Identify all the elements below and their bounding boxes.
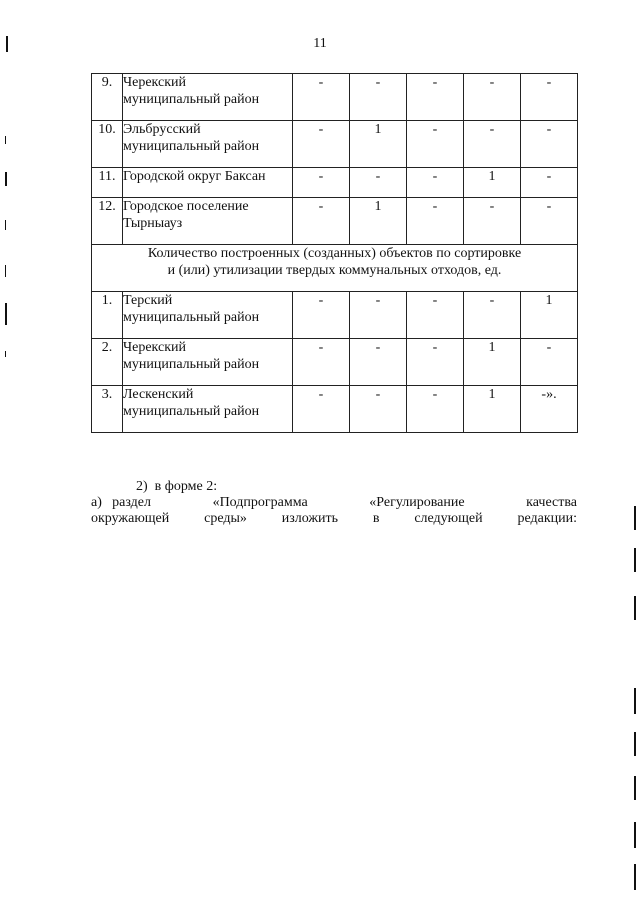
scan-mark xyxy=(5,351,6,357)
value-cell: - xyxy=(407,121,464,168)
district-name-line: Тырныауз xyxy=(123,216,183,231)
table-row xyxy=(92,198,578,245)
value-cell: - xyxy=(293,74,350,121)
scan-mark xyxy=(634,596,636,620)
row-number: 11. xyxy=(92,168,123,198)
value-cell: - xyxy=(350,386,407,433)
value-cell: - xyxy=(350,292,407,339)
scan-mark xyxy=(634,822,636,848)
value-cell: - xyxy=(293,339,350,386)
table-row xyxy=(92,121,578,168)
value-cell: - xyxy=(464,292,521,339)
district-name-line: Городской округ Баксан xyxy=(123,169,266,184)
value-cell: - xyxy=(521,74,578,121)
scan-mark xyxy=(634,688,636,714)
value-cell: - xyxy=(350,74,407,121)
district-name-line: Терский xyxy=(123,293,173,308)
value-cell: 1 xyxy=(464,339,521,386)
value-cell: -». xyxy=(521,386,578,433)
value-cell: 1 xyxy=(464,168,521,198)
value-cell: 1 xyxy=(464,386,521,433)
scan-mark xyxy=(5,265,6,277)
table-row xyxy=(92,292,578,339)
scan-mark xyxy=(634,864,636,890)
value-cell: - xyxy=(407,74,464,121)
value-cell: - xyxy=(521,121,578,168)
value-cell: - xyxy=(407,168,464,198)
district-name xyxy=(123,386,293,433)
district-name-line: муниципальный район xyxy=(123,92,260,107)
district-name-line: муниципальный район xyxy=(123,404,260,419)
scan-mark xyxy=(6,36,8,52)
value-cell: - xyxy=(464,121,521,168)
district-name xyxy=(123,339,293,386)
scan-mark xyxy=(5,136,6,144)
scan-mark xyxy=(5,303,7,325)
scan-mark xyxy=(634,506,636,530)
value-cell: - xyxy=(407,198,464,245)
district-name-line: Лескенский xyxy=(123,387,194,402)
value-cell: - xyxy=(407,339,464,386)
section-title-line: Количество построенных (созданных) объектов по сортировке xyxy=(147,246,522,261)
scan-mark xyxy=(634,548,636,572)
row-number: 1. xyxy=(92,292,123,339)
row-number: 9. xyxy=(92,74,123,121)
paragraph-edit-line: окружающей среды» изложить в следующей редакции: xyxy=(91,511,577,526)
paragraph-form-2: 2) в форме 2: xyxy=(136,479,218,494)
value-cell: - xyxy=(521,198,578,245)
value-cell: - xyxy=(521,339,578,386)
table-row xyxy=(92,74,578,121)
district-name-line: муниципальный район xyxy=(123,310,260,325)
page-number: 11 xyxy=(313,36,327,51)
district-name-line: Эльбрусский xyxy=(123,122,201,137)
value-cell: - xyxy=(464,198,521,245)
data-table xyxy=(91,73,578,433)
section-title-line: и (или) утилизации твердых коммунальных отходов, ед. xyxy=(167,263,502,278)
value-cell: - xyxy=(293,121,350,168)
section-title xyxy=(92,245,578,292)
district-name-line: муниципальный район xyxy=(123,139,260,154)
value-cell: - xyxy=(293,168,350,198)
district-name xyxy=(123,292,293,339)
value-cell: - xyxy=(293,198,350,245)
paragraph-section-line: а) раздел «Подпрограмма «Регулирование качества xyxy=(91,495,577,510)
row-number: 3. xyxy=(92,386,123,433)
value-cell: - xyxy=(350,168,407,198)
scan-mark xyxy=(5,172,7,186)
row-number: 2. xyxy=(92,339,123,386)
scan-mark xyxy=(5,220,6,230)
table-row xyxy=(92,339,578,386)
district-name xyxy=(123,74,293,121)
table-row xyxy=(92,386,578,433)
district-name-line: Черекский xyxy=(123,75,186,90)
district-name-line: Городское поселение xyxy=(123,199,249,214)
district-name-line: Черекский xyxy=(123,340,186,355)
district-name xyxy=(123,198,293,245)
value-cell: 1 xyxy=(350,198,407,245)
value-cell: - xyxy=(464,74,521,121)
value-cell: 1 xyxy=(350,121,407,168)
value-cell: 1 xyxy=(521,292,578,339)
scan-mark xyxy=(634,732,636,756)
value-cell: - xyxy=(407,386,464,433)
scan-mark xyxy=(634,776,636,800)
table-row xyxy=(92,168,578,198)
value-cell: - xyxy=(407,292,464,339)
district-name xyxy=(123,121,293,168)
value-cell: - xyxy=(293,292,350,339)
row-number: 12. xyxy=(92,198,123,245)
value-cell: - xyxy=(350,339,407,386)
section-row xyxy=(92,245,578,292)
value-cell: - xyxy=(521,168,578,198)
district-name-line: муниципальный район xyxy=(123,357,260,372)
row-number: 10. xyxy=(92,121,123,168)
value-cell: - xyxy=(293,386,350,433)
district-name xyxy=(123,168,293,198)
